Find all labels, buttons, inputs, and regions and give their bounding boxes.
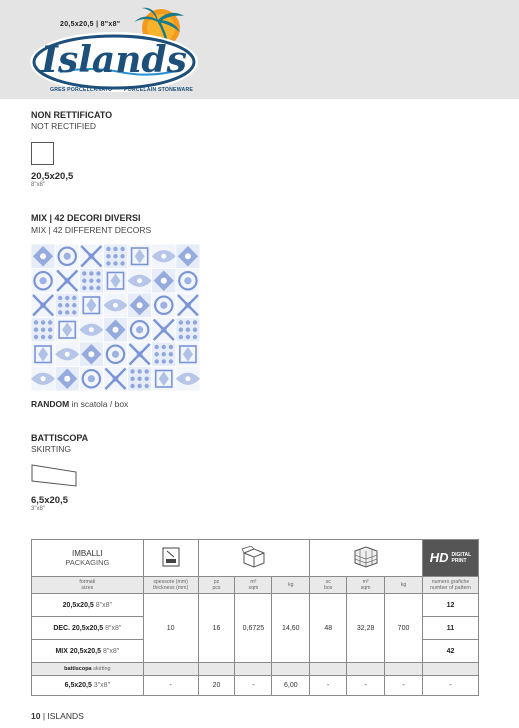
row1-patterns: 12 xyxy=(422,594,478,617)
col-kg-box: kg xyxy=(288,582,294,588)
row4-m2-pallet: - xyxy=(347,676,385,696)
decor-tile xyxy=(55,367,79,392)
col-kg-pallet: kg xyxy=(400,582,407,588)
logo-graphic xyxy=(30,4,206,98)
table-row xyxy=(32,594,479,617)
row4-sc: - xyxy=(310,676,347,696)
decor-tile xyxy=(176,293,200,318)
row4-kg-box: 6,00 xyxy=(272,676,310,696)
skirting-label-rest: skirting xyxy=(91,666,111,672)
decor-tile xyxy=(31,293,55,318)
cell-sc: 48 xyxy=(310,594,347,663)
decor-tile xyxy=(55,293,79,318)
col-m2-box: m² xyxy=(250,579,257,585)
col-pz: pz xyxy=(213,579,220,585)
logo-size-label: 20,5x20,5 | 8"x8" xyxy=(60,21,121,28)
decor-tile xyxy=(128,367,152,392)
decor-tile xyxy=(152,293,176,318)
pallet-icon-cell xyxy=(310,540,423,577)
section-subtitle-skirting: SKIRTING xyxy=(31,444,71,454)
decor-mosaic-image xyxy=(31,244,200,391)
hd-line1: DIGITAL xyxy=(451,552,472,558)
decor-tile xyxy=(152,367,176,392)
decor-tile xyxy=(176,342,200,367)
footer-separator: | xyxy=(40,711,48,721)
decor-tile xyxy=(31,318,55,343)
page-footer xyxy=(31,711,84,721)
hd-line2: PRINT xyxy=(451,558,467,564)
random-rest: in scatola / box xyxy=(69,399,129,409)
col-pcs: pcs xyxy=(212,585,221,591)
row4-patterns: - xyxy=(422,676,478,696)
skirting-size-main: 6,5x20,5 xyxy=(31,495,68,506)
decor-tile xyxy=(79,269,103,294)
table-label-row xyxy=(32,577,479,594)
logo-subtitle xyxy=(50,87,203,93)
decor-tile xyxy=(152,244,176,269)
section-subtitle-non-rectified: NOT RECTIFIED xyxy=(31,121,97,131)
col-sc: sc xyxy=(325,579,331,585)
size-label-main: 20,5x20,5 xyxy=(31,171,74,182)
col-box: box xyxy=(324,585,333,591)
row2-size: DEC. 20,5x20,5 xyxy=(53,624,104,632)
table-row xyxy=(32,676,479,696)
decor-tile xyxy=(128,342,152,367)
islands-logo xyxy=(30,4,206,98)
col-spessore: spessore (mm) xyxy=(153,579,188,585)
logo-sub-right: PORCELAIN STONEWARE xyxy=(123,87,194,93)
decor-tile xyxy=(103,269,127,294)
row3-patterns: 42 xyxy=(422,640,478,663)
row1-size: 20,5x20,5 xyxy=(62,601,94,609)
cell-kg-pallet: 700 xyxy=(385,594,423,663)
section-title-skirting: BATTISCOPA xyxy=(31,433,89,443)
hd-badge: HD xyxy=(429,550,449,565)
row2-inches: 8"x8" xyxy=(103,624,122,632)
thickness-icon-cell xyxy=(143,540,198,577)
row4-kg-pallet: - xyxy=(385,676,423,696)
row3-inches: 8"x8" xyxy=(101,647,120,655)
random-note xyxy=(31,399,128,409)
decor-tile xyxy=(103,342,127,367)
skirting-label-bold: battiscopa xyxy=(64,666,92,672)
cell-kg-box: 14,60 xyxy=(272,594,310,663)
cell-pz: 16 xyxy=(198,594,235,663)
decor-tile xyxy=(31,269,55,294)
decor-tile xyxy=(31,342,55,367)
col-sqm-box: sqm xyxy=(248,585,259,591)
col-pattern: number of pattern xyxy=(430,585,471,591)
decor-tile xyxy=(176,269,200,294)
decor-tile xyxy=(176,244,200,269)
col-numero: numero grafiche xyxy=(431,579,470,585)
packaging-label: PACKAGING xyxy=(65,558,110,567)
decor-tile xyxy=(128,318,152,343)
decor-tile xyxy=(79,293,103,318)
random-bold: RANDOM xyxy=(31,399,70,409)
brand-wordmark: Islands xyxy=(41,39,187,81)
decor-tile xyxy=(103,367,127,392)
thickness-icon xyxy=(162,547,180,567)
decor-tile xyxy=(79,367,103,392)
col-sqm-pallet: sqm xyxy=(360,585,371,591)
pallet-icon xyxy=(351,545,381,569)
skirting-shape-icon xyxy=(31,464,77,487)
decor-tile xyxy=(128,244,152,269)
decor-tile xyxy=(79,318,103,343)
imballi-cell xyxy=(32,540,144,577)
decor-tile xyxy=(176,367,200,392)
row4-size: 6,5x20,5 xyxy=(64,682,92,689)
cell-m2-pallet: 32,28 xyxy=(347,594,385,663)
row4-pz: 20 xyxy=(198,676,235,696)
box-icon xyxy=(241,546,267,568)
imballi-label: IMBALLI xyxy=(72,549,103,558)
decor-tile xyxy=(176,318,200,343)
cell-m2-box: 0,6725 xyxy=(235,594,272,663)
page-header xyxy=(0,0,519,99)
decor-tile xyxy=(31,367,55,392)
decor-tile xyxy=(152,269,176,294)
hd-digital-print-cell xyxy=(422,540,478,577)
col-m2-pallet: m² xyxy=(362,579,369,585)
decor-tile xyxy=(55,269,79,294)
row4-m2-box: - xyxy=(235,676,272,696)
decor-tile xyxy=(128,269,152,294)
row3-size: MIX 20,5x20,5 xyxy=(55,647,101,655)
decor-tile xyxy=(55,244,79,269)
row2-patterns: 11 xyxy=(422,617,478,640)
packaging-table xyxy=(31,539,479,696)
row1-inches: 8"x8" xyxy=(93,601,113,609)
col-thickness: thickness (mm) xyxy=(153,585,189,591)
size-label-inches: 8"x8" xyxy=(31,182,45,188)
decor-tile xyxy=(55,342,79,367)
table-skirting-label-row xyxy=(32,663,479,676)
box-icon-cell xyxy=(198,540,310,577)
page-number: 10 xyxy=(31,711,41,721)
row4-spessore: - xyxy=(143,676,198,696)
decor-tile xyxy=(103,318,127,343)
footer-collection-name: ISLANDS xyxy=(47,711,84,721)
decor-tile xyxy=(128,293,152,318)
decor-tile xyxy=(103,244,127,269)
logo-sub-left: GRES PORCELLANATO xyxy=(50,87,113,93)
col-formati: formati xyxy=(79,579,96,585)
section-subtitle-mix: MIX | 42 DIFFERENT DECORS xyxy=(31,225,152,235)
skirting-size-inches: 3"x8" xyxy=(31,506,45,512)
decor-tile xyxy=(31,244,55,269)
tile-square-icon xyxy=(31,142,54,165)
col-sizes: sizes xyxy=(81,585,94,591)
decor-tile xyxy=(79,342,103,367)
table-header-row xyxy=(32,540,479,577)
cell-spessore: 10 xyxy=(143,594,198,663)
row4-inches: 3"x8" xyxy=(91,682,111,689)
decor-tile xyxy=(55,318,79,343)
decor-tile xyxy=(152,342,176,367)
section-title-non-rectified: NON RETTIFICATO xyxy=(31,110,113,120)
decor-tile xyxy=(103,293,127,318)
decor-tile xyxy=(152,318,176,343)
section-title-mix: MIX | 42 DECORI DIVERSI xyxy=(31,213,141,223)
decor-tile xyxy=(79,244,103,269)
